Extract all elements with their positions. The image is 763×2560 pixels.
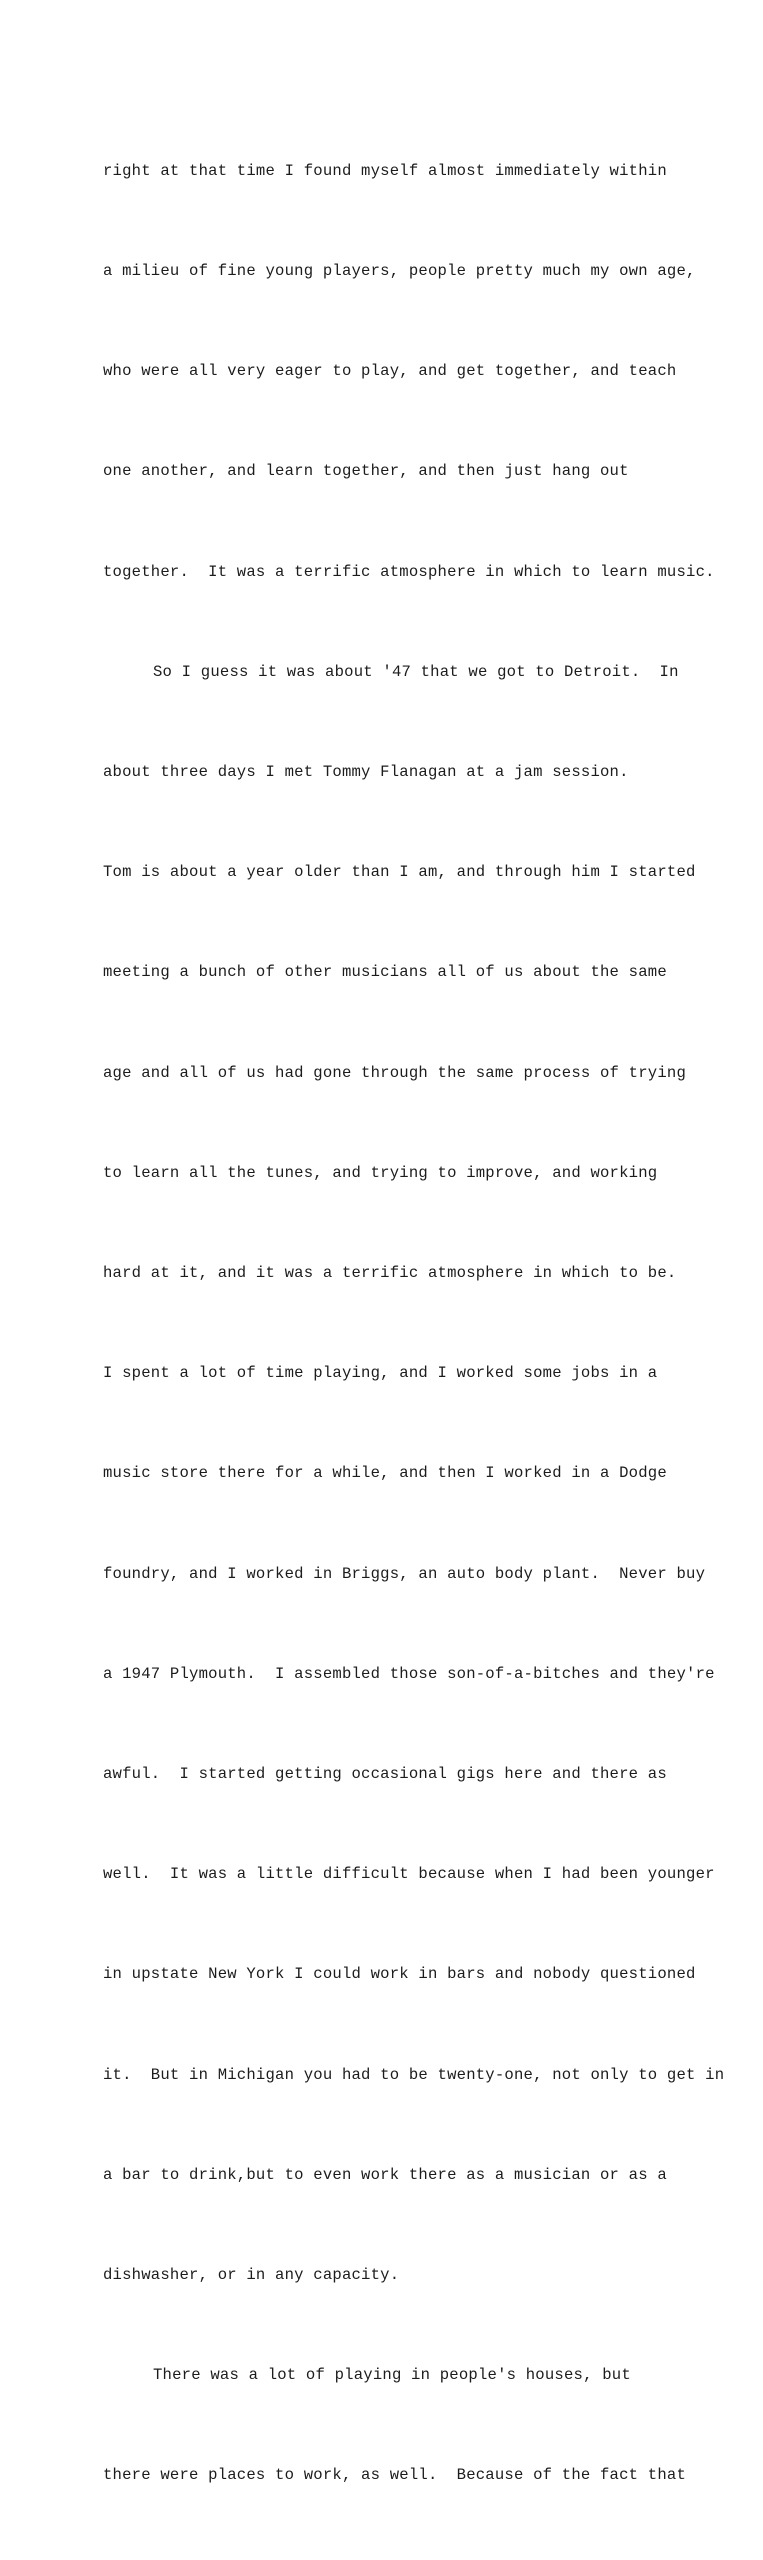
text-line: well. It was a little difficult because when I had been younger [103, 1865, 715, 1884]
page-body-text [103, 88, 763, 2560]
text-line: age and all of us had gone through the same process of trying [103, 1063, 687, 1082]
text-line: music store there for a while, and then I worked in a Dodge [103, 1464, 667, 1483]
text-line: together. It was a terrific atmosphere in which to learn music. [103, 562, 715, 581]
text-line: in upstate New York I could work in bars and nobody questioned [103, 1965, 696, 1984]
text-line: to learn all the tunes, and trying to improve, and working [103, 1163, 658, 1182]
text-line: I spent a lot of time playing, and I worked some jobs in a [103, 1364, 658, 1383]
text-line: meeting a bunch of other musicians all of us about the same [103, 963, 667, 982]
text-line: hard at it, and it was a terrific atmosphere in which to be. [103, 1264, 677, 1283]
text-line: a milieu of fine young players, people pretty much my own age, [103, 262, 696, 281]
text-line: foundry, and I worked in Briggs, an auto body plant. Never buy [103, 1564, 706, 1583]
text-line: a 1947 Plymouth. I assembled those son-of-a-bitches and they're [103, 1664, 715, 1683]
paragraph-start-line: There was a lot of playing in people's houses, but [153, 2366, 631, 2385]
text-line: dishwasher, or in any capacity. [103, 2266, 400, 2285]
text-line: Tom is about a year older than I am, and through him I started [103, 863, 696, 882]
text-line: who were all very eager to play, and get together, and teach [103, 362, 677, 381]
text-line: about three days I met Tommy Flanagan at a jam session. [103, 763, 629, 782]
text-line: there were places to work, as well. Because of the fact that [103, 2466, 687, 2485]
text-line: one another, and learn together, and then just hang out [103, 462, 629, 481]
text-line: right at that time I found myself almost immediately within [103, 161, 667, 180]
text-line: a bar to drink,but to even work there as a musician or as a [103, 2165, 667, 2184]
text-line: it. But in Michigan you had to be twenty-one, not only to get in [103, 2065, 725, 2084]
text-line: awful. I started getting occasional gigs here and there as [103, 1765, 667, 1784]
paragraph-start-line: So I guess it was about '47 that we got to Detroit. In [153, 662, 679, 681]
